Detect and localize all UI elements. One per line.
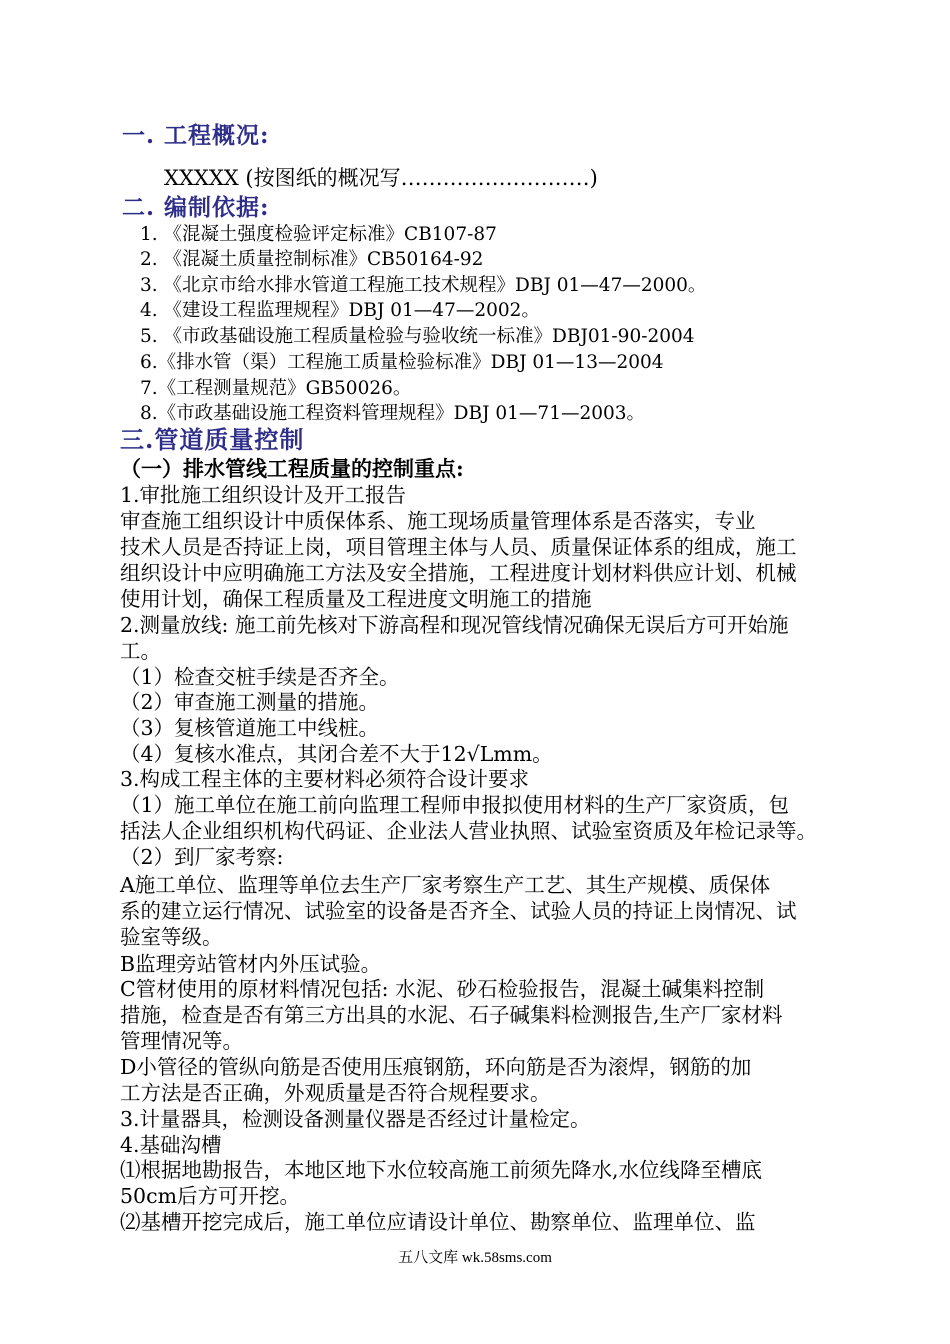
body-line: 50cm后方可开挖。 (120, 1184, 301, 1208)
section-2-title: 二. 编制依据: (122, 194, 270, 221)
section-1-title: 一. 工程概况: (122, 122, 270, 149)
body-line: （4）复核水准点，其闭合差不大于12√Lmm。 (120, 742, 553, 766)
body-line: 组织设计中应明确施工方法及安全措施，工程进度计划材料供应计划、机械 (120, 561, 797, 585)
body-line: B监理旁站管材内外压试验。 (120, 952, 382, 976)
reference-item: 2. 《混凝土质量控制标准》CB50164-92 (140, 249, 484, 270)
body-line: D小管径的管纵向筋是否使用压痕钢筋，环向筋是否为滚焊，钢筋的加 (120, 1055, 752, 1079)
body-line: 管理情况等。 (120, 1029, 243, 1053)
body-line: 措施，检查是否有第三方出具的水泥、石子碱集料检测报告,生产厂家材料 (120, 1003, 783, 1027)
body-line: （2）审查施工测量的措施。 (120, 690, 380, 714)
reference-item: 3. 《北京市给水排水管道工程施工技术规程》DBJ 01—47—2000。 (140, 275, 707, 296)
reference-item: 5. 《市政基础设施工程质量检验与验收统一标准》DBJ01-90-2004 (140, 326, 695, 347)
body-line: （1）检查交桩手续是否齐全。 (120, 665, 400, 689)
body-line: （3）复核管道施工中线桩。 (120, 716, 380, 740)
body-line: 技术人员是否持证上岗，项目管理主体与人员、质量保证体系的组成，施工 (120, 535, 797, 559)
body-line: 工。 (120, 639, 161, 663)
body-line: 审查施工组织设计中质保体系、施工现场质量管理体系是否落实，专业 (120, 509, 756, 533)
body-line: 使用计划，确保工程质量及工程进度文明施工的措施 (120, 587, 592, 611)
body-line: 验室等级。 (120, 925, 223, 949)
reference-item: 8.《市政基础设施工程资料管理规程》DBJ 01—71—2003。 (140, 403, 646, 424)
section-3-subtitle: （一）排水管线工程质量的控制重点: (120, 456, 464, 481)
body-line: 括法人企业组织机构代码证、企业法人营业执照、试验室资质及年检记录等。 (120, 819, 817, 843)
body-line: 工方法是否正确，外观质量是否符合规程要求。 (120, 1081, 551, 1105)
reference-item: 6.《排水管（渠）工程施工质量检验标准》DBJ 01—13—2004 (140, 352, 664, 373)
section-3-title: 三.管道质量控制 (120, 425, 305, 454)
body-line: 1.审批施工组织设计及开工报告 (120, 483, 407, 507)
body-line: （1）施工单位在施工前向监理工程师申报拟使用材料的生产厂家资质，包 (120, 793, 790, 817)
body-line: ⑵基槽开挖完成后，施工单位应请设计单位、勘察单位、监理单位、监 (120, 1210, 756, 1234)
reference-item: 4. 《建设工程监理规程》DBJ 01—47—2002。 (140, 300, 540, 321)
body-line: C管材使用的原材料情况包括: 水泥、砂石检验报告，混凝土碱集料控制 (120, 977, 765, 1001)
body-line: 4.基础沟槽 (120, 1133, 222, 1157)
page-footer: 五八文库 wk.58sms.com (398, 1250, 552, 1266)
section-1-body: XXXXX (按图纸的概况写………………………) (164, 166, 598, 190)
reference-item: 7.《工程测量规范》GB50026。 (140, 378, 412, 399)
body-line: 3.构成工程主体的主要材料必须符合设计要求 (120, 767, 530, 791)
body-line: A施工单位、监理等单位去生产厂家考察生产工艺、其生产规模、质保体 (120, 873, 771, 897)
body-line: ⑴根据地勘报告，本地区地下水位较高施工前须先降水,水位线降至槽底 (120, 1158, 763, 1182)
body-line: 3.计量器具，检测设备测量仪器是否经过计量检定。 (120, 1107, 591, 1131)
body-line: （2）到厂家考察: (120, 845, 284, 869)
reference-item: 1. 《混凝土强度检验评定标准》CB107-87 (140, 224, 497, 245)
body-line: 2.测量放线: 施工前先核对下游高程和现况管线情况确保无误后方可开始施 (120, 613, 789, 637)
body-line: 系的建立运行情况、试验室的设备是否齐全、试验人员的持证上岗情况、试 (120, 899, 797, 923)
